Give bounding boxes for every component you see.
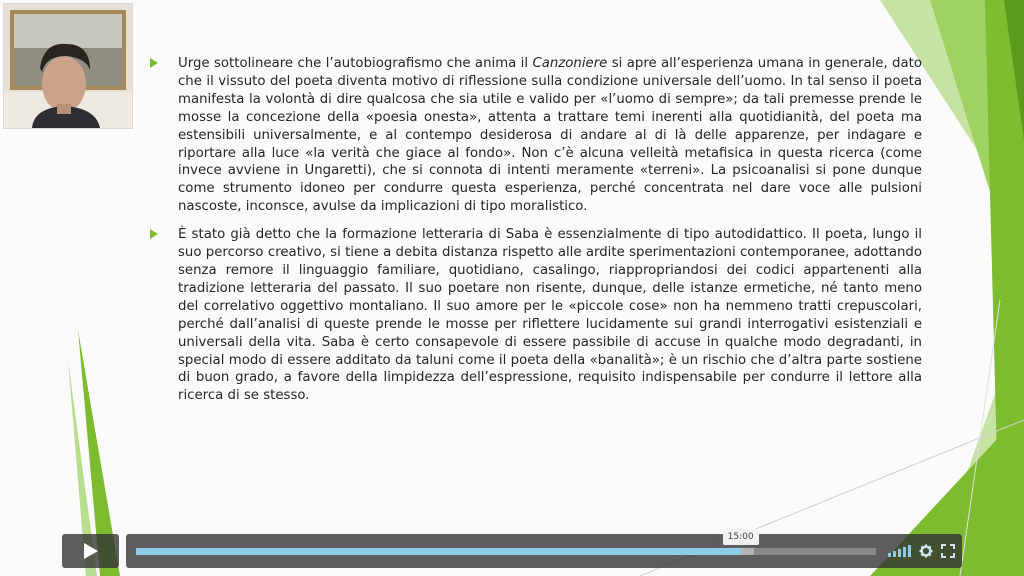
bullet-paragraph-1 [150, 55, 922, 216]
bullet-arrow-icon [150, 58, 158, 68]
paragraph-text: È stato già detto che la formazione letteraria di Saba è essenzialmente di tipo autodidattico. Il poeta, lungo il suo percorso creativo, si tiene a debita distanza rispetto alle ardite sperimentazioni contemporanee, adottando senza remore il linguaggio familiare, quotidiano, casalingo, riappropriandosi dei codici appartenenti alla tradizione letteraria del passato. Il suo poetare non risente, dunque, delle istanze ermetiche, né tanto meno del correlativo oggettivo montaliano. Il suo amore per le «piccole cose» non ha nemmeno tratti crepuscolari, perché dall’analisi di queste prende le mosse per riflettere lucidamente sui grandi interrogativi esistenziali e universali della vita. Saba è certo consapevole di essere passibile di accuse in qualche modo degradanti, in special modo di essere additato da taluni come il poeta della «banalità»; è un rischio che d’altra parte sostiene di buon grado, a favore della limpidezza dell’espressione, requisito indispensabile per condurre il lettore alla ricerca di se stesso. [178, 227, 922, 404]
paragraph-text: Urge sottolineare che l’autobiografismo che anima il [178, 56, 533, 71]
progress-track[interactable] [136, 532, 876, 555]
progress-fill [136, 548, 741, 555]
slide-body [150, 55, 922, 415]
bullet-arrow-icon [150, 229, 158, 239]
presenter-avatar [4, 4, 132, 128]
video-controls [62, 534, 962, 568]
play-button[interactable] [62, 534, 119, 568]
bullet-paragraph-2 [150, 226, 922, 405]
presenter-webcam [3, 3, 133, 129]
volume-icon[interactable] [888, 545, 910, 557]
control-bar [126, 534, 962, 568]
fullscreen-icon[interactable] [941, 544, 955, 558]
paragraph-text: si apre all’esperienza umana in generale, dato che il vissuto del poeta diventa motivo di riflessione sulla condizione universale dell’uomo. In tal senso il poeta manifesta la volontà di dire qualcosa che sia utile e valido per «l’uomo di sempre»; da tali premesse prende le mosse la concezione della «poesia onesta», attenta a trattare temi inerenti alla quotidianità, del poeta ma estensibili universalmente, e al contempo desiderosa di andare al di là delle apparenze, per indagare e riportare alla luce «la verità che giace al fondo». Non c’è alcuna velleità metafisica in questa ricerca (come invece avviene in Ungaretti), che si connota di intenti meramente «terreni». La psicoanalisi si pone dunque come strumento idoneo per condurre questa esperienza, perché concentrata nel dare voce alle pulsioni nascoste, inconsce, avulse da implicazioni di tipo moralistico. [178, 56, 922, 215]
gear-icon[interactable] [919, 544, 933, 558]
buffered-range [741, 548, 754, 555]
work-title: Canzoniere [532, 56, 608, 71]
time-tooltip: 15:00 [723, 529, 759, 545]
play-icon [84, 543, 98, 559]
